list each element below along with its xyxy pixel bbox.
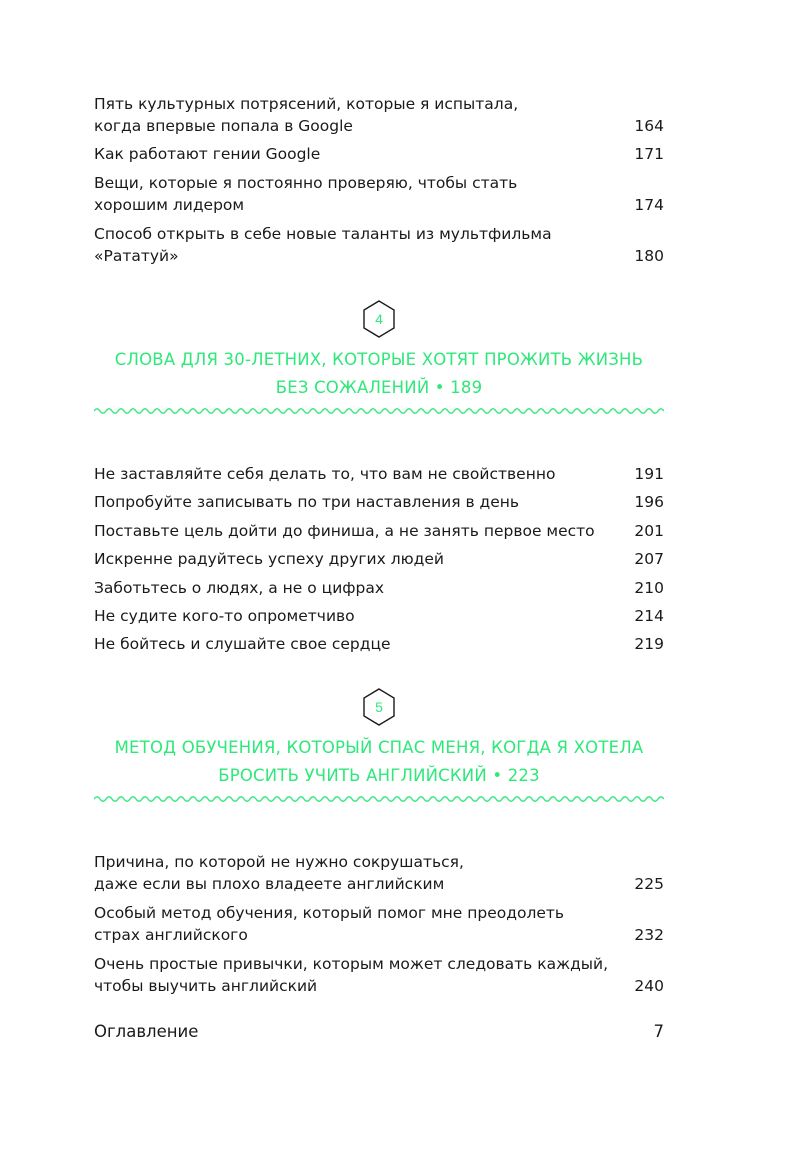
toc-entry <box>94 548 664 570</box>
toc-entry-page: 196 <box>634 493 664 511</box>
toc-entry-page: 164 <box>634 117 664 135</box>
toc-entry <box>94 172 664 216</box>
toc-entry-title: Поставьте цель дойти до финиша, а не занять первое место <box>94 522 595 540</box>
chapter-header <box>94 688 664 804</box>
chapter-number: 5 <box>375 699 383 715</box>
toc-entry <box>94 633 664 655</box>
toc-entry-page: 225 <box>634 875 664 893</box>
toc-entry <box>94 851 664 895</box>
toc-entry-title: Пять культурных потрясений, которые я испытала, когда впервые попала в Google <box>94 95 519 135</box>
toc-entry-title: Вещи, которые я постоянно проверяю, чтобы стать хорошим лидером <box>94 174 518 214</box>
chapter-title: СЛОВА ДЛЯ 30-ЛЕТНИХ, КОТОРЫЕ ХОТЯТ ПРОЖИТЬ ЖИЗНЬ БЕЗ СОЖАЛЕНИЙ • 189 <box>114 350 644 397</box>
toc-entry-title: Не заставляйте себя делать то, что вам не свойственно <box>94 465 556 483</box>
toc-entry-title: Особый метод обучения, который помог мне преодолеть страх английского <box>94 904 565 944</box>
chapter-title: МЕТОД ОБУЧЕНИЯ, КОТОРЫЙ СПАС МЕНЯ, КОГДА Я ХОТЕЛА БРОСИТЬ УЧИТЬ АНГЛИЙСКИЙ • 223 <box>114 738 644 785</box>
toc-entry-page: 180 <box>634 247 664 265</box>
chapter-number: 4 <box>375 311 383 327</box>
toc-entry-title: Не бойтесь и слушайте свое сердце <box>94 635 391 653</box>
toc-entry <box>94 605 664 627</box>
toc-entry-title: Как работают гении Google <box>94 145 321 163</box>
toc-entry <box>94 520 664 542</box>
toc-entry-title: Причина, по которой не нужно сокрушаться, даже если вы плохо владеете английским <box>94 853 464 893</box>
toc-entry-title: Попробуйте записывать по три наставления в день <box>94 493 520 511</box>
toc-entry-page: 207 <box>634 550 664 568</box>
toc-entry <box>94 491 664 513</box>
toc-entry-page: 201 <box>634 522 664 540</box>
toc-entry-page: 210 <box>634 579 664 597</box>
toc-entry <box>94 143 664 165</box>
toc-entry-page: 174 <box>634 196 664 214</box>
wave-divider <box>94 406 664 416</box>
toc-entry <box>94 902 664 946</box>
hexagon-number-badge <box>362 688 396 726</box>
toc-entry-title: Заботьтесь о людях, а не о цифрах <box>94 579 385 597</box>
toc-entry-title: Искренне радуйтесь успеху других людей <box>94 550 444 568</box>
toc-entry-page: 219 <box>634 635 664 653</box>
toc-entry-page: 240 <box>634 977 664 995</box>
toc-entry <box>94 953 664 997</box>
hexagon-number-badge <box>362 300 396 338</box>
wave-divider <box>94 794 664 804</box>
toc-entry-title: Очень простые привычки, которым может следовать каждый, чтобы выучить английский <box>94 955 609 995</box>
toc-entry-page: 191 <box>634 465 664 483</box>
toc-entry <box>94 577 664 599</box>
toc-entry-page: 214 <box>634 607 664 625</box>
toc-entry-title: Способ открыть в себе новые таланты из мультфильма «Рататуй» <box>94 225 552 265</box>
toc-entry <box>94 93 664 137</box>
toc-entry <box>94 223 664 267</box>
footer-label: Оглавление <box>94 1022 199 1041</box>
page-footer <box>94 1022 664 1041</box>
toc-entry-page: 232 <box>634 926 664 944</box>
toc-entry-page: 171 <box>634 145 664 163</box>
chapter-header <box>94 300 664 416</box>
footer-page-number: 7 <box>653 1022 664 1041</box>
toc-entry <box>94 463 664 485</box>
toc-entry-title: Не судите кого-то опрометчиво <box>94 607 355 625</box>
